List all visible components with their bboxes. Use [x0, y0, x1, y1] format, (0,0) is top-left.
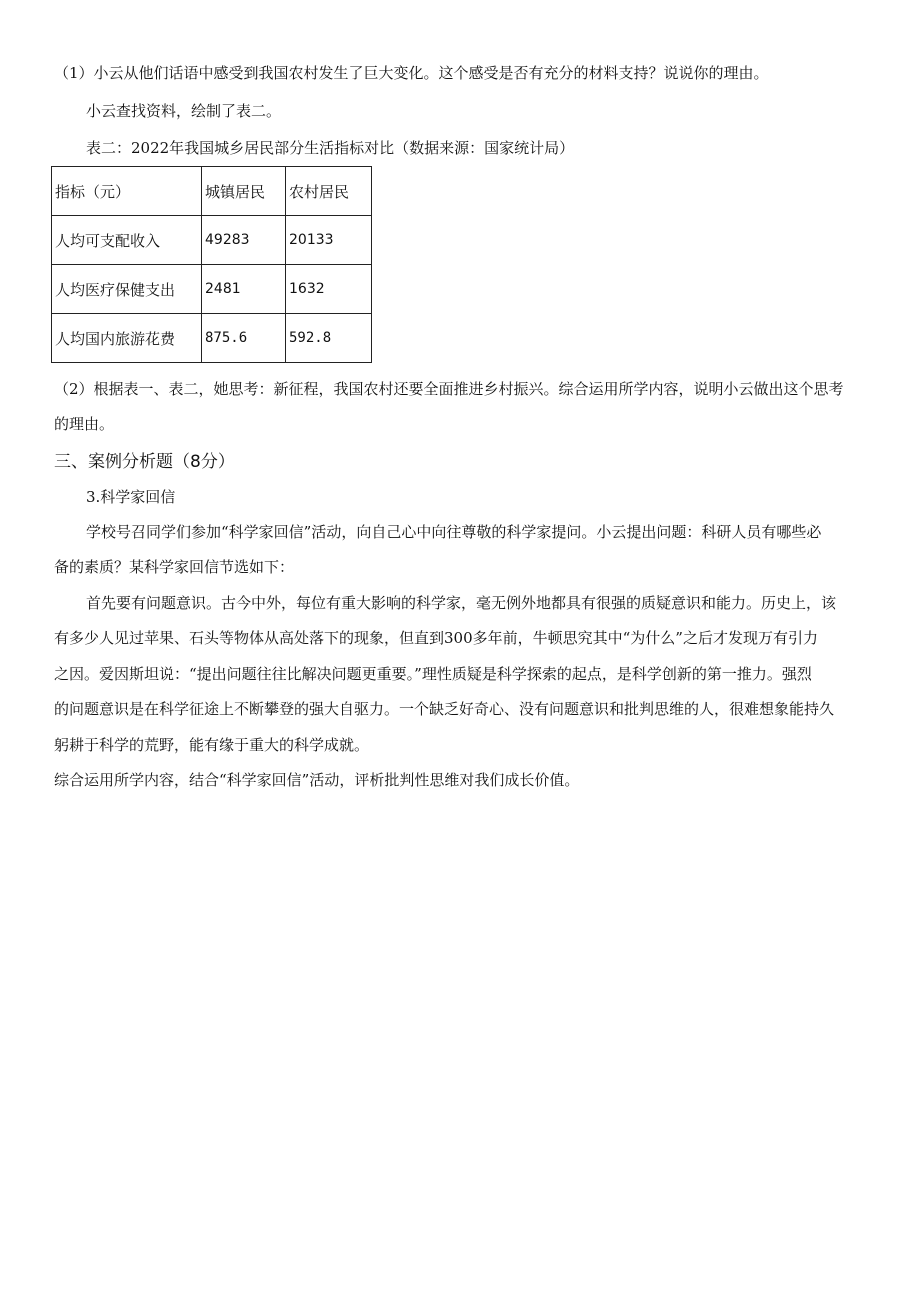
- question-2-text-line-2: 的理由。: [54, 415, 115, 433]
- table-cell: 1632: [286, 265, 372, 314]
- table-cell: 49283: [202, 216, 286, 265]
- table-cell: 592.8: [286, 314, 372, 363]
- table-row: [52, 216, 372, 265]
- table-row: [52, 314, 372, 363]
- paragraph-2-line: 躬耕于科学的荒野，能有缘于重大的科学成就。: [54, 736, 370, 754]
- item-title: 3.科学家回信: [86, 488, 176, 506]
- table-intro-text: 小云查找资料，绘制了表二。: [86, 102, 282, 120]
- question-2-text-line-1: （2）根据表一、表二，她思考：新征程，我国农村还要全面推进乡村振兴。综合运用所学内容，说明小云做出这个思考: [54, 380, 844, 398]
- section-heading: 三、案例分析题（8分）: [54, 452, 235, 472]
- table-caption: 表二：2022年我国城乡居民部分生活指标对比（数据来源：国家统计局）: [86, 139, 575, 157]
- urban-rural-indicator-table: [51, 166, 372, 363]
- paragraph-1-line-2: 备的素质？某科学家回信节选如下：: [54, 558, 295, 576]
- paragraph-2-line: 有多少人见过苹果、石头等物体从高处落下的现象，但直到300多年前，牛顿思究其中“为什么”之后才发现万有引力: [54, 629, 818, 647]
- table-row: [52, 265, 372, 314]
- paragraph-2-line: 首先要有问题意识。古今中外，每位有重大影响的科学家，毫无例外地都具有很强的质疑意识和能力。历史上，该: [86, 594, 837, 612]
- table-cell: 875.6: [202, 314, 286, 363]
- table-cell: 2481: [202, 265, 286, 314]
- table-cell: 人均国内旅游花费: [52, 314, 202, 363]
- paragraph-1-line-1: 学校号召同学们参加“科学家回信”活动，向自己心中向往尊敬的科学家提问。小云提出问题：科研人员有哪些必: [86, 523, 822, 541]
- table-header-cell: 城镇居民: [202, 167, 286, 216]
- task-text: 综合运用所学内容，结合“科学家回信”活动，评析批判性思维对我们成长价值。: [54, 771, 580, 789]
- table-header-cell: 指标（元）: [52, 167, 202, 216]
- table-header-cell: 农村居民: [286, 167, 372, 216]
- question-1-text: （1）小云从他们话语中感受到我国农村发生了巨大变化。这个感受是否有充分的材料支持？说说你的理由。: [54, 64, 769, 82]
- table-cell: 人均医疗保健支出: [52, 265, 202, 314]
- table-cell: 人均可支配收入: [52, 216, 202, 265]
- table-cell: 20133: [286, 216, 372, 265]
- paragraph-2-line: 之因。爱因斯坦说：“提出问题往往比解决问题更重要。”理性质疑是科学探索的起点，是科学创新的第一推力。强烈: [54, 665, 812, 683]
- paragraph-2-line: 的问题意识是在科学征途上不断攀登的强大自驱力。一个缺乏好奇心、没有问题意识和批判思维的人，很难想象能持久: [54, 700, 835, 718]
- table-header-row: [52, 167, 372, 216]
